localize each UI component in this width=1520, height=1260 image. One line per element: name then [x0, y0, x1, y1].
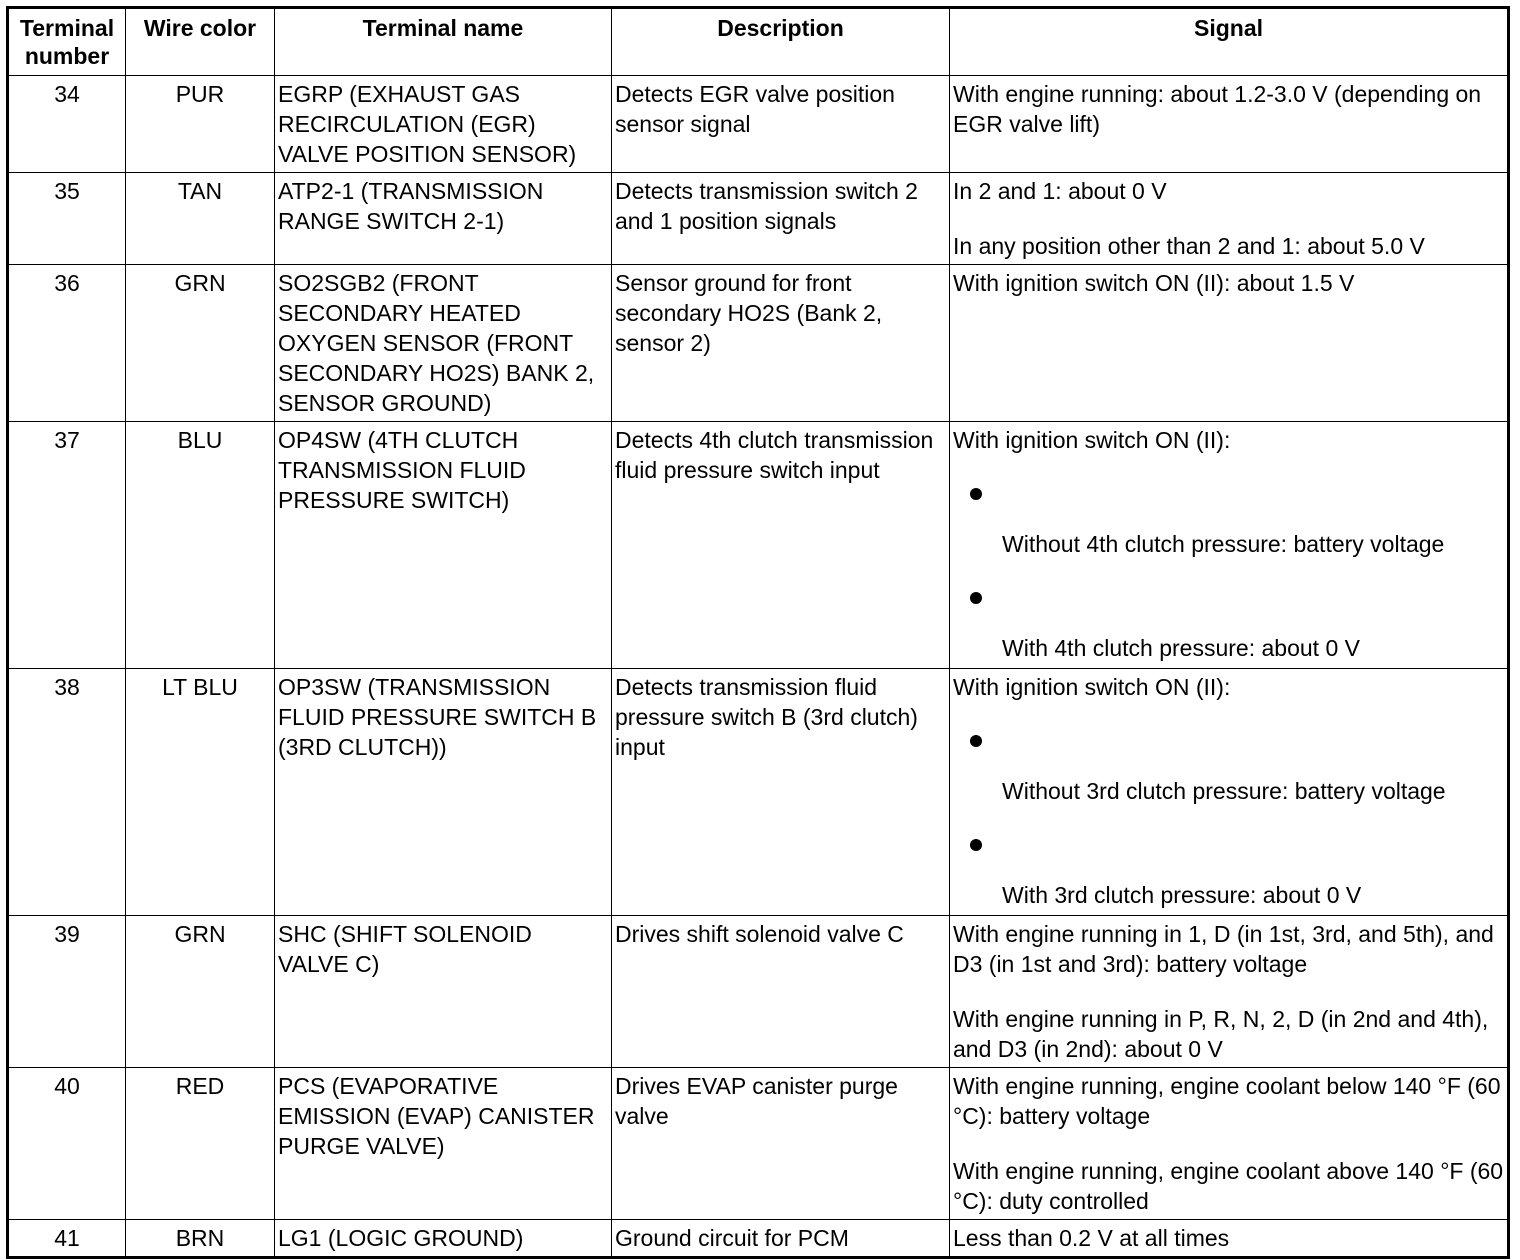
signal-text: In any position other than 2 and 1: about 5.0 V	[953, 233, 1425, 259]
table-row	[8, 76, 1509, 173]
terminal-number: 37	[8, 422, 126, 669]
wire-color: BRN	[126, 1220, 275, 1258]
terminal-number: 36	[8, 265, 126, 422]
signal	[950, 1220, 1509, 1258]
description: Drives shift solenoid valve C	[612, 916, 950, 1068]
terminal-number: 34	[8, 76, 126, 173]
signal-text: With engine running, engine coolant below 140 °F (60 °C): battery voltage	[953, 1073, 1501, 1129]
signal-intro: With ignition switch ON (II):	[953, 427, 1231, 453]
bullet-item	[953, 828, 1504, 858]
description: Ground circuit for PCM	[612, 1220, 950, 1258]
terminal-name: SO2SGB2 (FRONT SECONDARY HEATED OXYGEN SENSOR (FRONT SECONDARY HO2S) BANK 2, SENSOR GROUND)	[275, 265, 612, 422]
terminal-name: OP3SW (TRANSMISSION FLUID PRESSURE SWITCH B (3RD CLUTCH))	[275, 669, 612, 916]
signal-text: With ignition switch ON (II): about 1.5 V	[953, 270, 1355, 296]
terminal-name: SHC (SHIFT SOLENOID VALVE C)	[275, 916, 612, 1068]
bullet-icon	[970, 592, 982, 604]
description: Sensor ground for front secondary HO2S (Bank 2, sensor 2)	[612, 265, 950, 422]
signal	[950, 669, 1509, 916]
header-row	[8, 8, 1509, 76]
terminal-name: LG1 (LOGIC GROUND)	[275, 1220, 612, 1258]
table-row	[8, 173, 1509, 265]
header-terminal-name: Terminal name	[275, 8, 612, 76]
terminal-name: PCS (EVAPORATIVE EMISSION (EVAP) CANISTER PURGE VALVE)	[275, 1068, 612, 1220]
bullet-icon	[970, 735, 982, 747]
wire-color: BLU	[126, 422, 275, 669]
header-signal: Signal	[950, 8, 1509, 76]
signal-text: With engine running in 1, D (in 1st, 3rd, and 5th), and D3 (in 1st and 3rd): battery voltage	[953, 921, 1494, 977]
bullet-text: Without 4th clutch pressure: battery voltage	[1002, 531, 1445, 557]
signal	[950, 265, 1509, 422]
terminal-number: 39	[8, 916, 126, 1068]
header-wire-color: Wire color	[126, 8, 275, 76]
wire-color: RED	[126, 1068, 275, 1220]
signal	[950, 1068, 1509, 1220]
signal	[950, 173, 1509, 265]
wire-color: GRN	[126, 916, 275, 1068]
signal	[950, 76, 1509, 173]
bullet-icon	[970, 488, 982, 500]
signal-text: With engine running, engine coolant above 140 °F (60 °C): duty controlled	[953, 1158, 1504, 1214]
terminal-name: ATP2-1 (TRANSMISSION RANGE SWITCH 2-1)	[275, 173, 612, 265]
table-row	[8, 422, 1509, 669]
wire-color: LT BLU	[126, 669, 275, 916]
terminal-number: 38	[8, 669, 126, 916]
terminal-name: EGRP (EXHAUST GAS RECIRCULATION (EGR) VALVE POSITION SENSOR)	[275, 76, 612, 173]
bullet-icon	[970, 839, 982, 851]
bullet-text: With 3rd clutch pressure: about 0 V	[1002, 882, 1362, 908]
bullet-item	[953, 581, 1504, 611]
header-terminal-number: Terminal number	[8, 8, 126, 76]
terminal-number: 40	[8, 1068, 126, 1220]
table-row	[8, 669, 1509, 916]
bullet-text: With 4th clutch pressure: about 0 V	[1002, 635, 1360, 661]
signal-text: With engine running in P, R, N, 2, D (in 2nd and 4th), and D3 (in 2nd): about 0 V	[953, 1006, 1489, 1062]
table-row	[8, 1220, 1509, 1258]
bullet-text: Without 3rd clutch pressure: battery voltage	[1002, 778, 1446, 804]
wire-color: TAN	[126, 173, 275, 265]
table-row	[8, 1068, 1509, 1220]
description: Detects transmission fluid pressure switch B (3rd clutch) input	[612, 669, 950, 916]
terminal-table	[6, 6, 1510, 1259]
header-description: Description	[612, 8, 950, 76]
table-row	[8, 916, 1509, 1068]
description: Detects 4th clutch transmission fluid pressure switch input	[612, 422, 950, 669]
bullet-item	[953, 724, 1504, 754]
description: Drives EVAP canister purge valve	[612, 1068, 950, 1220]
terminal-number: 35	[8, 173, 126, 265]
signal	[950, 422, 1509, 669]
signal	[950, 916, 1509, 1068]
signal-intro: With ignition switch ON (II):	[953, 674, 1231, 700]
signal-text: Less than 0.2 V at all times	[953, 1225, 1230, 1251]
signal-text: With engine running: about 1.2-3.0 V (depending on EGR valve lift)	[953, 81, 1482, 137]
description: Detects transmission switch 2 and 1 position signals	[612, 173, 950, 265]
description: Detects EGR valve position sensor signal	[612, 76, 950, 173]
terminal-name: OP4SW (4TH CLUTCH TRANSMISSION FLUID PRESSURE SWITCH)	[275, 422, 612, 669]
wire-color: PUR	[126, 76, 275, 173]
wire-color: GRN	[126, 265, 275, 422]
bullet-item	[953, 477, 1504, 507]
table-row	[8, 265, 1509, 422]
terminal-number: 41	[8, 1220, 126, 1258]
signal-text: In 2 and 1: about 0 V	[953, 178, 1167, 204]
